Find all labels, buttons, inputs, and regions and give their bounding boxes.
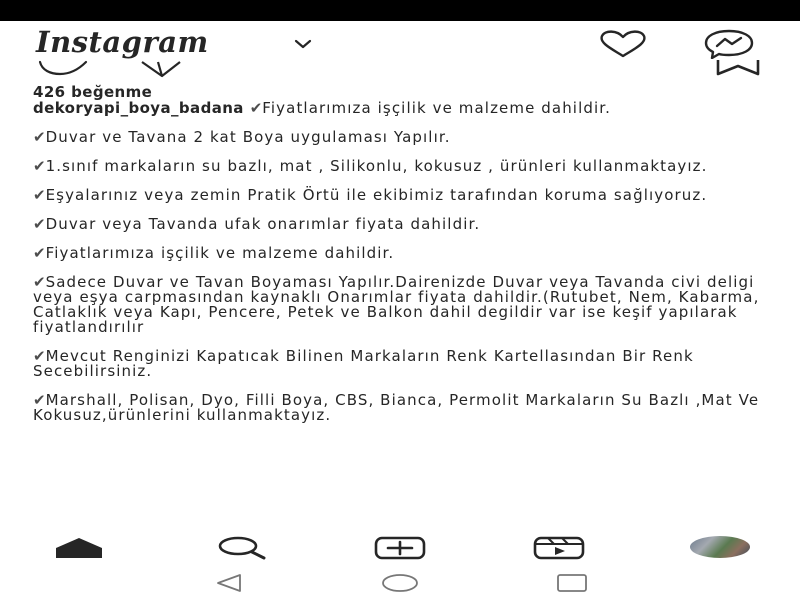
post-caption-area — [33, 84, 773, 423]
heart-icon[interactable] — [596, 29, 650, 59]
caption-line: ✔Sadece Duvar ve Tavan Boyaması Yapılır.Dairenizde Duvar veya Tavanda civi deligi veya eşya carpmasından kaynaklı Onarımlar fiyata dahildir.(Rutubet, Nem, Kabarma, Catlaklık veya Kapı, Pencere, Petek ve Balkon dahil degildir var ise keşif yapılarak fiyatlandırılır — [33, 273, 760, 336]
post-username[interactable]: dekoryapi_boya_badana — [33, 99, 244, 117]
comment-icon[interactable] — [40, 62, 86, 74]
bookmark-icon[interactable] — [718, 60, 758, 74]
caption-line: ✔Marshall, Polisan, Dyo, Filli Boya, CBS, Bianca, Permolit Markaların Su Bazlı ,Mat Ve Kokusuz,ürünlerini kullanmaktayız. — [33, 391, 760, 424]
caption-text: Fiyatlarımıza işçilik ve malzeme dahildir. — [262, 99, 611, 117]
caption-line: ✔Mevcut Renginizi Kapatıcak Bilinen Markaların Renk Kartellasından Bir Renk Secebilirsiniz. — [33, 347, 694, 380]
back-icon[interactable] — [208, 572, 248, 594]
caption-line: ✔1.sınıf markaların su bazlı, mat , Silikonlu, kokusuz , ürünleri kullanmaktayız. — [33, 157, 708, 175]
instagram-logo[interactable]: Instagram — [36, 25, 209, 59]
search-icon[interactable] — [216, 536, 270, 560]
caption-line: ✔Eşyalarınız veya zemin Pratik Örtü ile ekibimiz tarafından koruma sağlıyoruz. — [33, 186, 708, 204]
check-mark-icon: ✔ — [33, 186, 46, 204]
check-mark-icon: ✔ — [249, 99, 263, 117]
check-mark-icon: ✔ — [33, 215, 46, 233]
bottom-navigation — [0, 528, 800, 566]
reels-icon[interactable] — [532, 536, 586, 560]
check-mark-icon: ✔ — [33, 157, 46, 175]
check-mark-icon: ✔ — [33, 244, 46, 262]
profile-avatar[interactable] — [690, 536, 750, 558]
caption-intro — [33, 101, 773, 116]
chevron-down-icon[interactable] — [290, 35, 316, 53]
check-mark-icon: ✔ — [33, 347, 46, 365]
check-mark-icon: ✔ — [33, 128, 46, 146]
messenger-icon[interactable] — [702, 29, 756, 59]
top-header — [0, 21, 800, 65]
post-action-bar — [0, 60, 800, 82]
caption-line: ✔Duvar ve Tavana 2 kat Boya uygulaması Yapılır. — [33, 128, 451, 146]
home-circle-icon[interactable] — [380, 572, 420, 594]
system-navigation-bar — [0, 566, 800, 600]
caption-line: ✔Duvar veya Tavanda ufak onarımlar fiyata dahildir. — [33, 215, 481, 233]
caption-line: ✔Fiyatlarımıza işçilik ve malzeme dahildir. — [33, 244, 395, 262]
share-icon[interactable] — [142, 62, 180, 76]
check-mark-icon: ✔ — [33, 273, 46, 291]
home-icon[interactable] — [52, 536, 106, 560]
check-mark-icon: ✔ — [33, 391, 46, 409]
new-post-icon[interactable] — [373, 536, 427, 560]
like-count[interactable]: 426 beğenme — [33, 83, 153, 101]
recents-icon[interactable] — [552, 572, 592, 594]
status-bar — [0, 0, 800, 21]
